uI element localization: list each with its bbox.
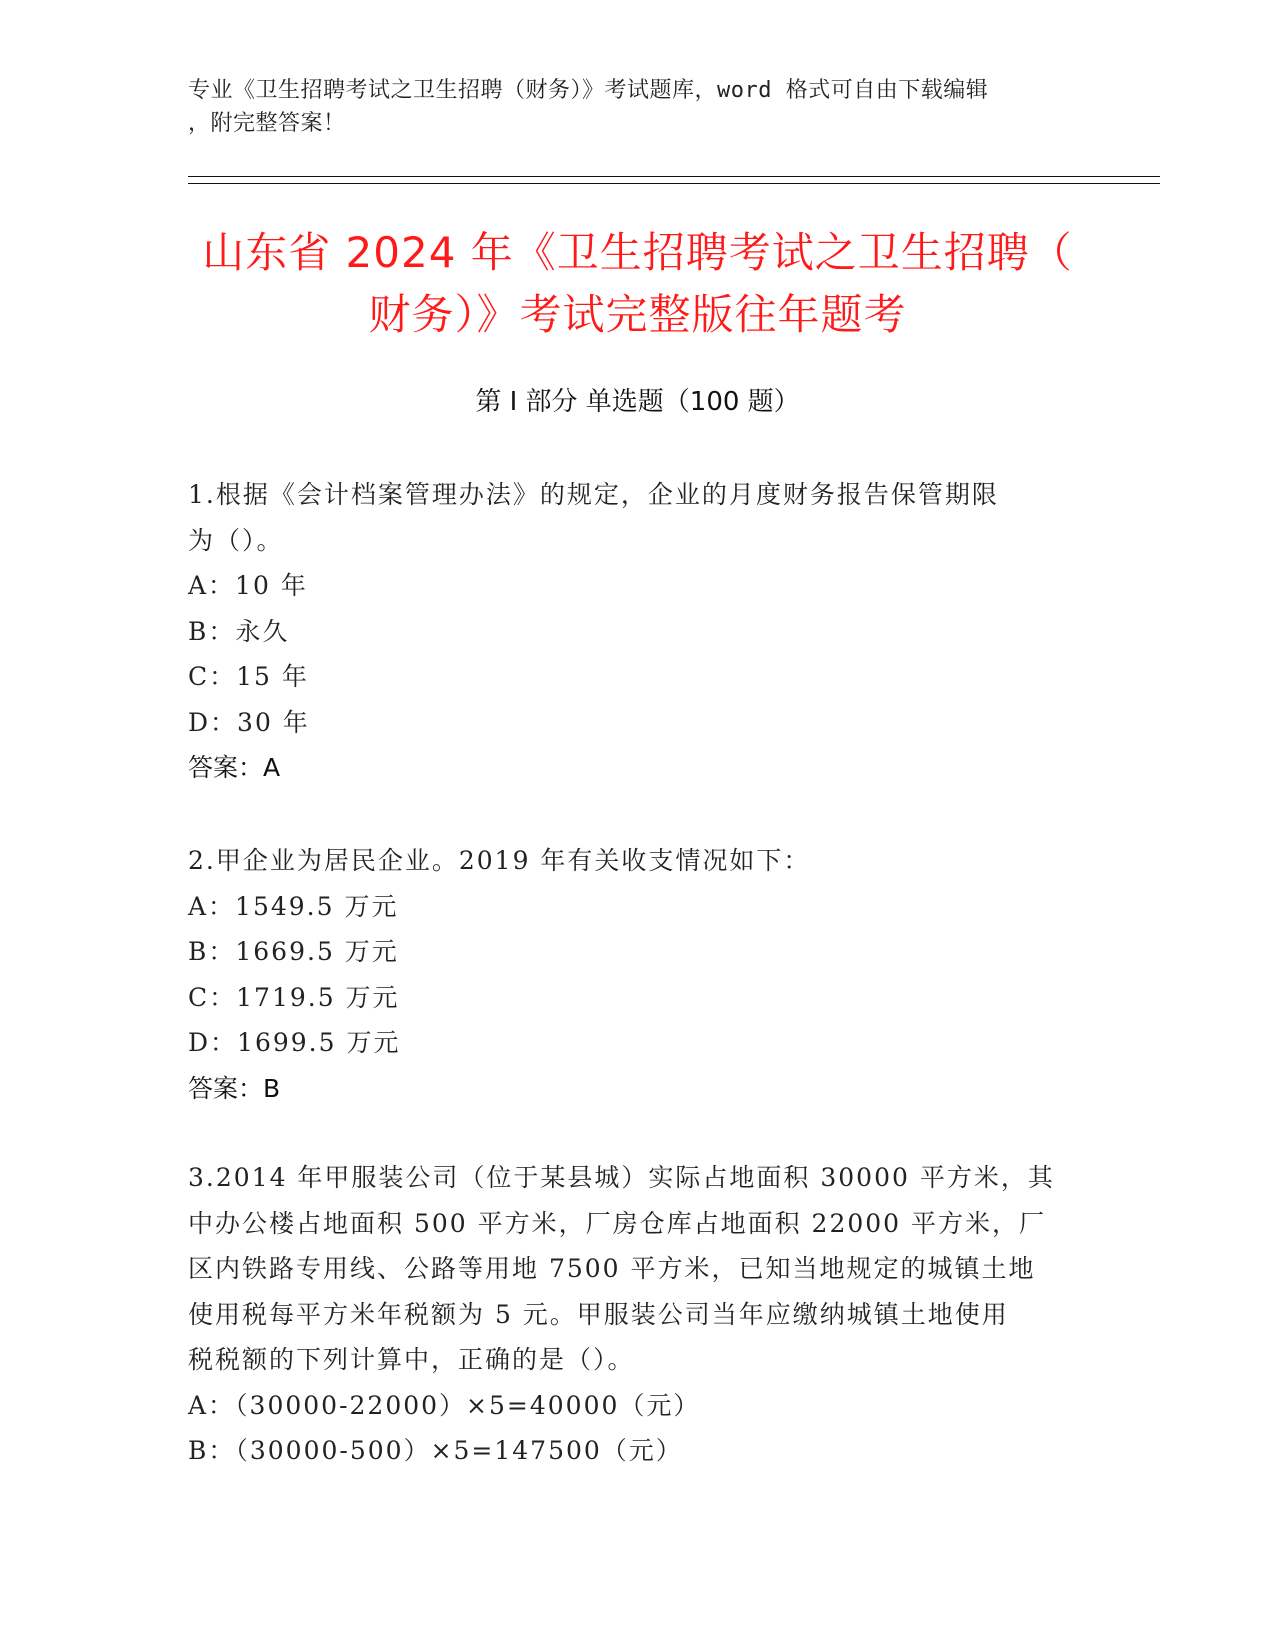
header-divider-bottom: [188, 183, 1160, 184]
question-stem-line: 使用税每平方米年税额为 5 元。甲服装公司当年应缴纳城镇土地使用: [188, 1299, 1009, 1329]
question-stem-line: 区内铁路专用线、公路等用地 7500 平方米，已知当地规定的城镇土地: [188, 1254, 1036, 1283]
question-2: [188, 838, 1088, 1111]
answer: 答案：A: [188, 753, 281, 782]
option-b: B：永久: [188, 616, 290, 646]
header-note-line: 专业《卫生招聘考试之卫生招聘（财务）》考试题库，word 格式可自由下载编辑: [188, 78, 989, 103]
document-title: [160, 222, 1115, 346]
option-d: D：30 年: [188, 707, 310, 737]
question-stem-line: 3.2014 年甲服装公司（位于某县城）实际占地面积 30000 平方米，其: [188, 1163, 1055, 1192]
option-a: A：（30000-22000）×5=40000（元）: [188, 1390, 701, 1420]
header-divider-top: [188, 176, 1160, 177]
option-b: B：1669.5 万元: [188, 937, 399, 966]
option-b: B：（30000-500）×5=147500（元）: [188, 1436, 683, 1465]
option-c: C：15 年: [188, 662, 309, 691]
document-title-line: 山东省 2024 年《卫生招聘考试之卫生招聘（: [202, 228, 1073, 277]
option-c: C：1719.5 万元: [188, 982, 400, 1012]
option-d: D：1699.5 万元: [188, 1028, 401, 1057]
header-note: [188, 74, 1088, 140]
question-1: [188, 472, 1088, 791]
question-stem-line: 为（）。: [188, 525, 284, 555]
question-stem-line: 2.甲企业为居民企业。2019 年有关收支情况如下：: [188, 846, 811, 875]
question-stem-line: 税税额的下列计算中，正确的是（）。: [188, 1345, 635, 1374]
question-stem-line: 中办公楼占地面积 500 平方米，厂房仓库占地面积 22000 平方米，厂: [188, 1208, 1047, 1238]
question-stem-line: 1.根据《会计档案管理办法》的规定，企业的月度财务报告保管期限: [188, 480, 999, 509]
document-title-line: 财务）》考试完整版往年题考: [368, 290, 907, 339]
header-note-line: ，附完整答案！: [188, 111, 346, 136]
option-a: A：1549.5 万元: [188, 891, 399, 921]
section-heading: 第 I 部分 单选题（100 题）: [475, 387, 800, 417]
answer: 答案：B: [188, 1073, 281, 1103]
option-a: A：10 年: [188, 571, 308, 600]
question-3: [188, 1155, 1088, 1474]
